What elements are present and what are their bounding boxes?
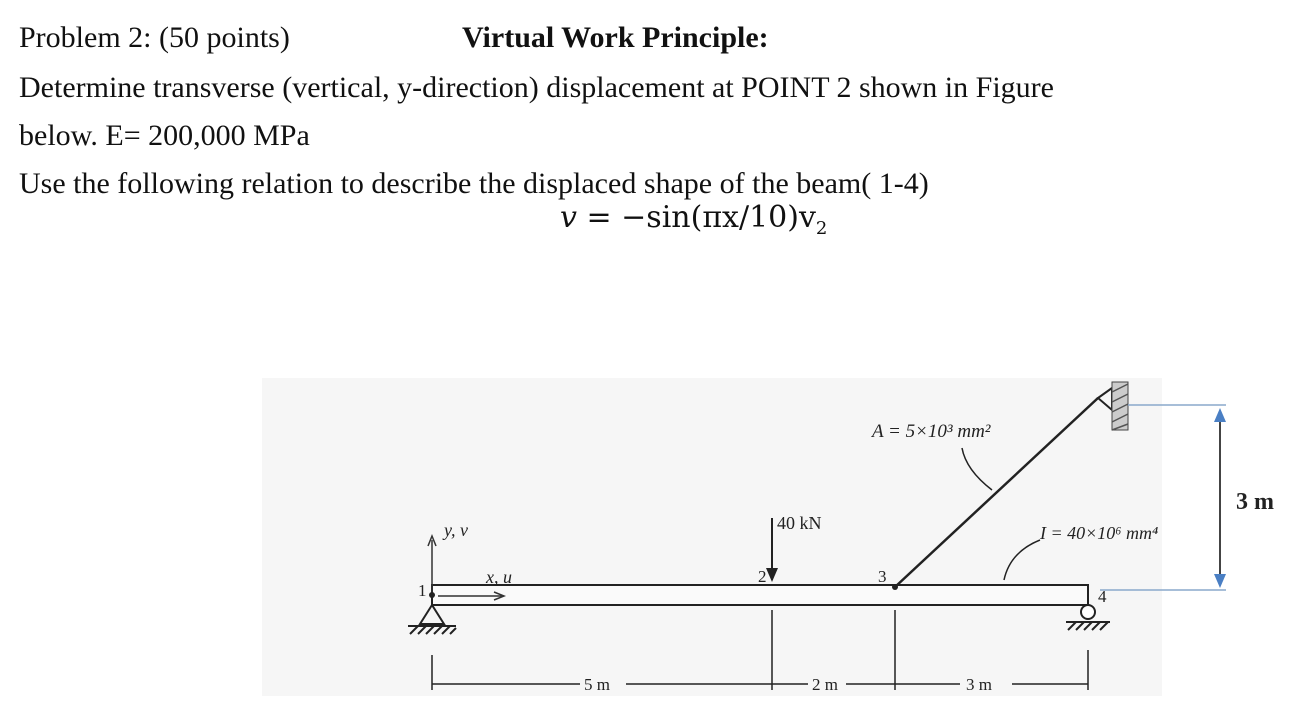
statement-line-2: below. E= 200,000 MPa [19,119,310,152]
span-1-label: 5 m [584,675,610,694]
formula-rhs: −sin(πx/10)v [621,200,816,235]
inertia-label: I = 40×10⁶ mm⁴ [1040,523,1159,543]
node-1-dot [429,592,435,598]
node-4-label: 4 [1098,587,1107,606]
figure-background [262,378,1162,696]
problem-heading: Problem 2: (50 points) [19,21,290,54]
node-3-label: 3 [878,567,887,586]
formula-equals: = [576,200,622,235]
load-label: 40 kN [777,513,822,533]
statement-line-1: Determine transverse (vertical, y-direction) displacement at POINT 2 shown in Figure [19,71,1054,104]
span-3-label: 3 m [966,675,992,694]
problem-title: Virtual Work Principle: [462,21,769,54]
statement-line-3: Use the following relation to describe the displaced shape of the beam( 1-4) [19,167,929,200]
span-2-label: 2 m [812,675,838,694]
beam [432,585,1088,605]
node-3-dot [892,584,898,590]
area-label: A = 5×10³ mm² [872,421,991,442]
axis-x-label: x, u [486,567,512,587]
axis-y-label: y, v [444,520,468,540]
node-2-label: 2 [758,567,767,586]
node-1-label: 1 [418,581,427,600]
formula-subscript: 2 [815,218,828,239]
height-label: 3 m [1236,489,1274,515]
formula-lhs: v [560,200,577,235]
